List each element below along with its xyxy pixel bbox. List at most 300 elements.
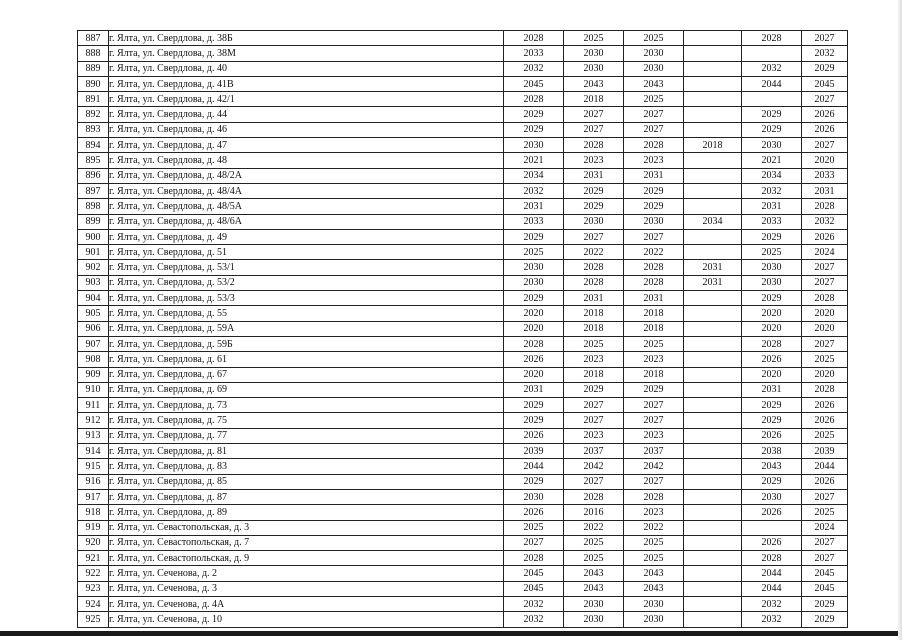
value-col-2-cell: 2030 <box>564 214 624 229</box>
value-col-4-cell <box>684 245 742 260</box>
row-number-cell: 904 <box>78 291 109 306</box>
value-col-1-cell: 2029 <box>504 398 564 413</box>
value-col-4-cell <box>684 444 742 459</box>
value-col-4-cell <box>684 229 742 244</box>
value-col-3-cell: 2023 <box>624 153 684 168</box>
value-col-3-cell: 2043 <box>624 566 684 581</box>
table-row <box>78 367 848 382</box>
address-cell: г. Ялта, ул. Сеченова, д. 10 <box>109 612 504 627</box>
value-col-1-cell: 2029 <box>504 474 564 489</box>
row-number-cell: 912 <box>78 413 109 428</box>
value-col-3-cell: 2022 <box>624 520 684 535</box>
value-col-1-cell: 2033 <box>504 46 564 61</box>
value-col-6-cell: 2028 <box>802 199 848 214</box>
table-row <box>78 92 848 107</box>
value-col-5-cell: 2044 <box>742 566 802 581</box>
value-col-5-cell: 2031 <box>742 199 802 214</box>
value-col-5-cell: 2029 <box>742 413 802 428</box>
row-number-cell: 891 <box>78 92 109 107</box>
address-cell: г. Ялта, ул. Свердлова, д. 67 <box>109 367 504 382</box>
value-col-4-cell: 2034 <box>684 214 742 229</box>
row-number-cell: 917 <box>78 489 109 504</box>
value-col-1-cell: 2033 <box>504 214 564 229</box>
address-cell: г. Ялта, ул. Свердлова, д. 89 <box>109 505 504 520</box>
value-col-3-cell: 2029 <box>624 382 684 397</box>
value-col-1-cell: 2021 <box>504 153 564 168</box>
value-col-6-cell: 2026 <box>802 398 848 413</box>
value-col-4-cell <box>684 505 742 520</box>
value-col-3-cell: 2027 <box>624 122 684 137</box>
value-col-5-cell: 2032 <box>742 61 802 76</box>
value-col-6-cell: 2027 <box>802 489 848 504</box>
value-col-2-cell: 2043 <box>564 566 624 581</box>
table-row <box>78 229 848 244</box>
value-col-5-cell <box>742 46 802 61</box>
value-col-5-cell: 2029 <box>742 398 802 413</box>
value-col-1-cell: 2026 <box>504 505 564 520</box>
address-cell: г. Ялта, ул. Свердлова, д. 47 <box>109 138 504 153</box>
address-cell: г. Ялта, ул. Свердлова, д. 69 <box>109 382 504 397</box>
value-col-6-cell: 2020 <box>802 367 848 382</box>
table-row <box>78 260 848 275</box>
value-col-3-cell: 2029 <box>624 183 684 198</box>
value-col-4-cell <box>684 520 742 535</box>
value-col-5-cell: 2029 <box>742 229 802 244</box>
value-col-5-cell: 2043 <box>742 459 802 474</box>
table-row <box>78 245 848 260</box>
table-row <box>78 398 848 413</box>
value-col-2-cell: 2043 <box>564 76 624 91</box>
address-cell: г. Ялта, ул. Свердлова, д. 87 <box>109 489 504 504</box>
value-col-4-cell <box>684 199 742 214</box>
value-col-4-cell <box>684 76 742 91</box>
value-col-6-cell: 2045 <box>802 566 848 581</box>
value-col-4-cell <box>684 321 742 336</box>
value-col-2-cell: 2031 <box>564 168 624 183</box>
value-col-3-cell: 2018 <box>624 321 684 336</box>
value-col-6-cell: 2026 <box>802 122 848 137</box>
value-col-5-cell: 2029 <box>742 122 802 137</box>
value-col-5-cell: 2026 <box>742 505 802 520</box>
row-number-cell: 892 <box>78 107 109 122</box>
table-row <box>78 168 848 183</box>
table-row <box>78 31 848 46</box>
address-cell: г. Ялта, ул. Свердлова, д. 46 <box>109 122 504 137</box>
value-col-5-cell: 2030 <box>742 260 802 275</box>
value-col-2-cell: 2023 <box>564 428 624 443</box>
address-cell: г. Ялта, ул. Свердлова, д. 48/2А <box>109 168 504 183</box>
value-col-2-cell: 2018 <box>564 306 624 321</box>
value-col-3-cell: 2025 <box>624 551 684 566</box>
value-col-3-cell: 2031 <box>624 168 684 183</box>
address-cell: г. Ялта, ул. Свердлова, д. 41В <box>109 76 504 91</box>
table-row <box>78 535 848 550</box>
value-col-6-cell: 2027 <box>802 92 848 107</box>
value-col-4-cell <box>684 122 742 137</box>
value-col-5-cell: 2044 <box>742 581 802 596</box>
table-row <box>78 336 848 351</box>
value-col-2-cell: 2027 <box>564 122 624 137</box>
value-col-6-cell: 2020 <box>802 306 848 321</box>
value-col-3-cell: 2023 <box>624 505 684 520</box>
value-col-6-cell: 2032 <box>802 46 848 61</box>
row-number-cell: 924 <box>78 596 109 611</box>
row-number-cell: 900 <box>78 229 109 244</box>
value-col-1-cell: 2029 <box>504 229 564 244</box>
value-col-3-cell: 2022 <box>624 245 684 260</box>
address-cell: г. Ялта, ул. Свердлова, д. 48/6А <box>109 214 504 229</box>
value-col-3-cell: 2031 <box>624 291 684 306</box>
value-col-6-cell: 2029 <box>802 61 848 76</box>
value-col-6-cell: 2027 <box>802 535 848 550</box>
value-col-5-cell: 2038 <box>742 444 802 459</box>
value-col-6-cell: 2026 <box>802 107 848 122</box>
table-row <box>78 382 848 397</box>
value-col-4-cell <box>684 352 742 367</box>
value-col-6-cell: 2025 <box>802 352 848 367</box>
value-col-2-cell: 2025 <box>564 535 624 550</box>
table-row <box>78 321 848 336</box>
value-col-4-cell <box>684 46 742 61</box>
row-number-cell: 916 <box>78 474 109 489</box>
value-col-2-cell: 2029 <box>564 382 624 397</box>
table-row <box>78 428 848 443</box>
table-row <box>78 138 848 153</box>
value-col-3-cell: 2023 <box>624 428 684 443</box>
value-col-1-cell: 2020 <box>504 367 564 382</box>
address-cell: г. Ялта, ул. Свердлова, д. 48 <box>109 153 504 168</box>
value-col-2-cell: 2016 <box>564 505 624 520</box>
value-col-5-cell: 2028 <box>742 336 802 351</box>
address-cell: г. Ялта, ул. Свердлова, д. 40 <box>109 61 504 76</box>
row-number-cell: 903 <box>78 275 109 290</box>
value-col-3-cell: 2027 <box>624 413 684 428</box>
value-col-5-cell: 2032 <box>742 612 802 627</box>
address-cell: г. Ялта, ул. Свердлова, д. 77 <box>109 428 504 443</box>
value-col-3-cell: 2028 <box>624 489 684 504</box>
table-row <box>78 214 848 229</box>
value-col-6-cell: 2020 <box>802 153 848 168</box>
address-cell: г. Ялта, ул. Свердлова, д. 59А <box>109 321 504 336</box>
table-row <box>78 459 848 474</box>
row-number-cell: 908 <box>78 352 109 367</box>
value-col-1-cell: 2032 <box>504 612 564 627</box>
address-cell: г. Ялта, ул. Свердлова, д. 81 <box>109 444 504 459</box>
value-col-2-cell: 2025 <box>564 31 624 46</box>
value-col-3-cell: 2027 <box>624 107 684 122</box>
address-cell: г. Ялта, ул. Сеченова, д. 4А <box>109 596 504 611</box>
value-col-3-cell: 2030 <box>624 61 684 76</box>
row-number-cell: 915 <box>78 459 109 474</box>
value-col-1-cell: 2031 <box>504 199 564 214</box>
value-col-2-cell: 2027 <box>564 107 624 122</box>
row-number-cell: 920 <box>78 535 109 550</box>
value-col-1-cell: 2045 <box>504 566 564 581</box>
address-cell: г. Ялта, ул. Свердлова, д. 53/3 <box>109 291 504 306</box>
value-col-4-cell <box>684 367 742 382</box>
value-col-1-cell: 2028 <box>504 31 564 46</box>
value-col-4-cell <box>684 306 742 321</box>
value-col-1-cell: 2029 <box>504 413 564 428</box>
value-col-2-cell: 2029 <box>564 199 624 214</box>
address-cell: г. Ялта, ул. Свердлова, д. 73 <box>109 398 504 413</box>
address-cell: г. Ялта, ул. Свердлова, д. 59Б <box>109 336 504 351</box>
address-cell: г. Ялта, ул. Свердлова, д. 51 <box>109 245 504 260</box>
value-col-1-cell: 2039 <box>504 444 564 459</box>
value-col-1-cell: 2028 <box>504 92 564 107</box>
value-col-3-cell: 2028 <box>624 260 684 275</box>
value-col-2-cell: 2030 <box>564 612 624 627</box>
value-col-5-cell: 2044 <box>742 76 802 91</box>
table-row <box>78 489 848 504</box>
value-col-4-cell <box>684 596 742 611</box>
value-col-4-cell <box>684 291 742 306</box>
value-col-6-cell: 2029 <box>802 596 848 611</box>
row-number-cell: 895 <box>78 153 109 168</box>
table-body <box>78 31 848 628</box>
value-col-3-cell: 2042 <box>624 459 684 474</box>
value-col-6-cell: 2026 <box>802 229 848 244</box>
address-cell: г. Ялта, ул. Свердлова, д. 44 <box>109 107 504 122</box>
address-cell: г. Ялта, ул. Свердлова, д. 48/4А <box>109 183 504 198</box>
table-row <box>78 46 848 61</box>
table-row <box>78 474 848 489</box>
value-col-6-cell: 2026 <box>802 474 848 489</box>
value-col-5-cell: 2029 <box>742 474 802 489</box>
value-col-5-cell: 2030 <box>742 275 802 290</box>
row-number-cell: 887 <box>78 31 109 46</box>
value-col-1-cell: 2026 <box>504 428 564 443</box>
table-row <box>78 581 848 596</box>
value-col-5-cell: 2033 <box>742 214 802 229</box>
table-row <box>78 596 848 611</box>
value-col-4-cell <box>684 489 742 504</box>
row-number-cell: 897 <box>78 183 109 198</box>
value-col-1-cell: 2026 <box>504 352 564 367</box>
value-col-6-cell: 2045 <box>802 76 848 91</box>
value-col-1-cell: 2032 <box>504 61 564 76</box>
row-number-cell: 889 <box>78 61 109 76</box>
value-col-3-cell: 2030 <box>624 596 684 611</box>
value-col-1-cell: 2045 <box>504 76 564 91</box>
address-cell: г. Ялта, ул. Сеченова, д. 2 <box>109 566 504 581</box>
address-cell: г. Ялта, ул. Свердлова, д. 48/5А <box>109 199 504 214</box>
value-col-4-cell <box>684 428 742 443</box>
table-row <box>78 275 848 290</box>
table-row <box>78 61 848 76</box>
row-number-cell: 919 <box>78 520 109 535</box>
table-row <box>78 183 848 198</box>
value-col-2-cell: 2025 <box>564 336 624 351</box>
value-col-5-cell: 2026 <box>742 352 802 367</box>
table-row <box>78 566 848 581</box>
value-col-3-cell: 2025 <box>624 336 684 351</box>
row-number-cell: 910 <box>78 382 109 397</box>
value-col-2-cell: 2037 <box>564 444 624 459</box>
value-col-1-cell: 2044 <box>504 459 564 474</box>
value-col-2-cell: 2028 <box>564 489 624 504</box>
value-col-1-cell: 2029 <box>504 107 564 122</box>
address-cell: г. Ялта, ул. Свердлова, д. 53/1 <box>109 260 504 275</box>
value-col-6-cell: 2044 <box>802 459 848 474</box>
value-col-4-cell <box>684 168 742 183</box>
row-number-cell: 923 <box>78 581 109 596</box>
value-col-5-cell: 2029 <box>742 107 802 122</box>
value-col-1-cell: 2020 <box>504 321 564 336</box>
value-col-2-cell: 2030 <box>564 61 624 76</box>
address-cell: г. Ялта, ул. Севастопольская, д. 9 <box>109 551 504 566</box>
value-col-5-cell: 2032 <box>742 596 802 611</box>
value-col-3-cell: 2028 <box>624 275 684 290</box>
value-col-4-cell <box>684 107 742 122</box>
row-number-cell: 894 <box>78 138 109 153</box>
value-col-6-cell: 2029 <box>802 612 848 627</box>
value-col-5-cell: 2020 <box>742 306 802 321</box>
address-cell: г. Ялта, ул. Свердлова, д. 38М <box>109 46 504 61</box>
value-col-4-cell: 2018 <box>684 138 742 153</box>
value-col-3-cell: 2018 <box>624 367 684 382</box>
value-col-5-cell <box>742 92 802 107</box>
value-col-6-cell: 2027 <box>802 275 848 290</box>
value-col-2-cell: 2031 <box>564 291 624 306</box>
row-number-cell: 907 <box>78 336 109 351</box>
value-col-5-cell: 2029 <box>742 291 802 306</box>
value-col-6-cell: 2026 <box>802 413 848 428</box>
table-row <box>78 306 848 321</box>
value-col-5-cell: 2021 <box>742 153 802 168</box>
value-col-2-cell: 2018 <box>564 367 624 382</box>
value-col-6-cell: 2031 <box>802 183 848 198</box>
value-col-1-cell: 2029 <box>504 291 564 306</box>
value-col-6-cell: 2027 <box>802 336 848 351</box>
value-col-2-cell: 2027 <box>564 398 624 413</box>
value-col-2-cell: 2028 <box>564 275 624 290</box>
value-col-2-cell: 2027 <box>564 229 624 244</box>
row-number-cell: 921 <box>78 551 109 566</box>
row-number-cell: 899 <box>78 214 109 229</box>
value-col-2-cell: 2023 <box>564 352 624 367</box>
value-col-2-cell: 2018 <box>564 92 624 107</box>
value-col-3-cell: 2027 <box>624 474 684 489</box>
value-col-6-cell: 2027 <box>802 260 848 275</box>
value-col-5-cell: 2020 <box>742 321 802 336</box>
table-row <box>78 76 848 91</box>
row-number-cell: 906 <box>78 321 109 336</box>
value-col-3-cell: 2043 <box>624 76 684 91</box>
value-col-6-cell: 2025 <box>802 505 848 520</box>
value-col-2-cell: 2027 <box>564 413 624 428</box>
row-number-cell: 888 <box>78 46 109 61</box>
value-col-3-cell: 2023 <box>624 352 684 367</box>
value-col-4-cell <box>684 31 742 46</box>
table-row <box>78 551 848 566</box>
value-col-4-cell <box>684 612 742 627</box>
address-cell: г. Ялта, ул. Свердлова, д. 55 <box>109 306 504 321</box>
value-col-1-cell: 2030 <box>504 138 564 153</box>
value-col-1-cell: 2030 <box>504 489 564 504</box>
address-cell: г. Ялта, ул. Свердлова, д. 85 <box>109 474 504 489</box>
address-cell: г. Ялта, ул. Свердлова, д. 42/1 <box>109 92 504 107</box>
value-col-1-cell: 2045 <box>504 581 564 596</box>
value-col-2-cell: 2030 <box>564 46 624 61</box>
value-col-5-cell: 2031 <box>742 382 802 397</box>
value-col-3-cell: 2030 <box>624 612 684 627</box>
row-number-cell: 909 <box>78 367 109 382</box>
row-number-cell: 914 <box>78 444 109 459</box>
value-col-1-cell: 2020 <box>504 306 564 321</box>
value-col-4-cell <box>684 413 742 428</box>
address-cell: г. Ялта, ул. Свердлова, д. 49 <box>109 229 504 244</box>
row-number-cell: 913 <box>78 428 109 443</box>
value-col-6-cell: 2032 <box>802 214 848 229</box>
row-number-cell: 898 <box>78 199 109 214</box>
value-col-6-cell: 2024 <box>802 520 848 535</box>
row-number-cell: 902 <box>78 260 109 275</box>
value-col-1-cell: 2030 <box>504 260 564 275</box>
table-row <box>78 153 848 168</box>
value-col-3-cell: 2030 <box>624 46 684 61</box>
row-number-cell: 896 <box>78 168 109 183</box>
value-col-5-cell: 2030 <box>742 489 802 504</box>
value-col-4-cell <box>684 92 742 107</box>
row-number-cell: 918 <box>78 505 109 520</box>
value-col-4-cell <box>684 153 742 168</box>
row-number-cell: 901 <box>78 245 109 260</box>
row-number-cell: 890 <box>78 76 109 91</box>
value-col-1-cell: 2025 <box>504 520 564 535</box>
schedule-table <box>77 30 848 628</box>
value-col-6-cell: 2027 <box>802 31 848 46</box>
address-cell: г. Ялта, ул. Свердлова, д. 53/2 <box>109 275 504 290</box>
table-row <box>78 107 848 122</box>
value-col-2-cell: 2028 <box>564 260 624 275</box>
value-col-6-cell: 2033 <box>802 168 848 183</box>
scan-page-edge <box>898 0 902 640</box>
value-col-3-cell: 2030 <box>624 214 684 229</box>
value-col-1-cell: 2031 <box>504 382 564 397</box>
value-col-4-cell <box>684 382 742 397</box>
value-col-4-cell <box>684 398 742 413</box>
value-col-2-cell: 2028 <box>564 138 624 153</box>
value-col-6-cell: 2027 <box>802 138 848 153</box>
value-col-1-cell: 2027 <box>504 535 564 550</box>
scan-bottom-edge <box>0 631 902 636</box>
value-col-3-cell: 2027 <box>624 398 684 413</box>
address-cell: г. Ялта, ул. Севастопольская, д. 3 <box>109 520 504 535</box>
value-col-2-cell: 2025 <box>564 551 624 566</box>
value-col-1-cell: 2032 <box>504 596 564 611</box>
value-col-1-cell: 2028 <box>504 551 564 566</box>
address-cell: г. Ялта, ул. Свердлова, д. 83 <box>109 459 504 474</box>
row-number-cell: 905 <box>78 306 109 321</box>
value-col-3-cell: 2029 <box>624 199 684 214</box>
value-col-2-cell: 2027 <box>564 474 624 489</box>
value-col-3-cell: 2043 <box>624 581 684 596</box>
table-row <box>78 520 848 535</box>
value-col-1-cell: 2030 <box>504 275 564 290</box>
value-col-4-cell <box>684 474 742 489</box>
value-col-3-cell: 2028 <box>624 138 684 153</box>
value-col-1-cell: 2032 <box>504 183 564 198</box>
value-col-4-cell <box>684 566 742 581</box>
value-col-6-cell: 2028 <box>802 291 848 306</box>
value-col-3-cell: 2025 <box>624 31 684 46</box>
row-number-cell: 925 <box>78 612 109 627</box>
value-col-3-cell: 2018 <box>624 306 684 321</box>
row-number-cell: 911 <box>78 398 109 413</box>
value-col-3-cell: 2037 <box>624 444 684 459</box>
value-col-6-cell: 2024 <box>802 245 848 260</box>
